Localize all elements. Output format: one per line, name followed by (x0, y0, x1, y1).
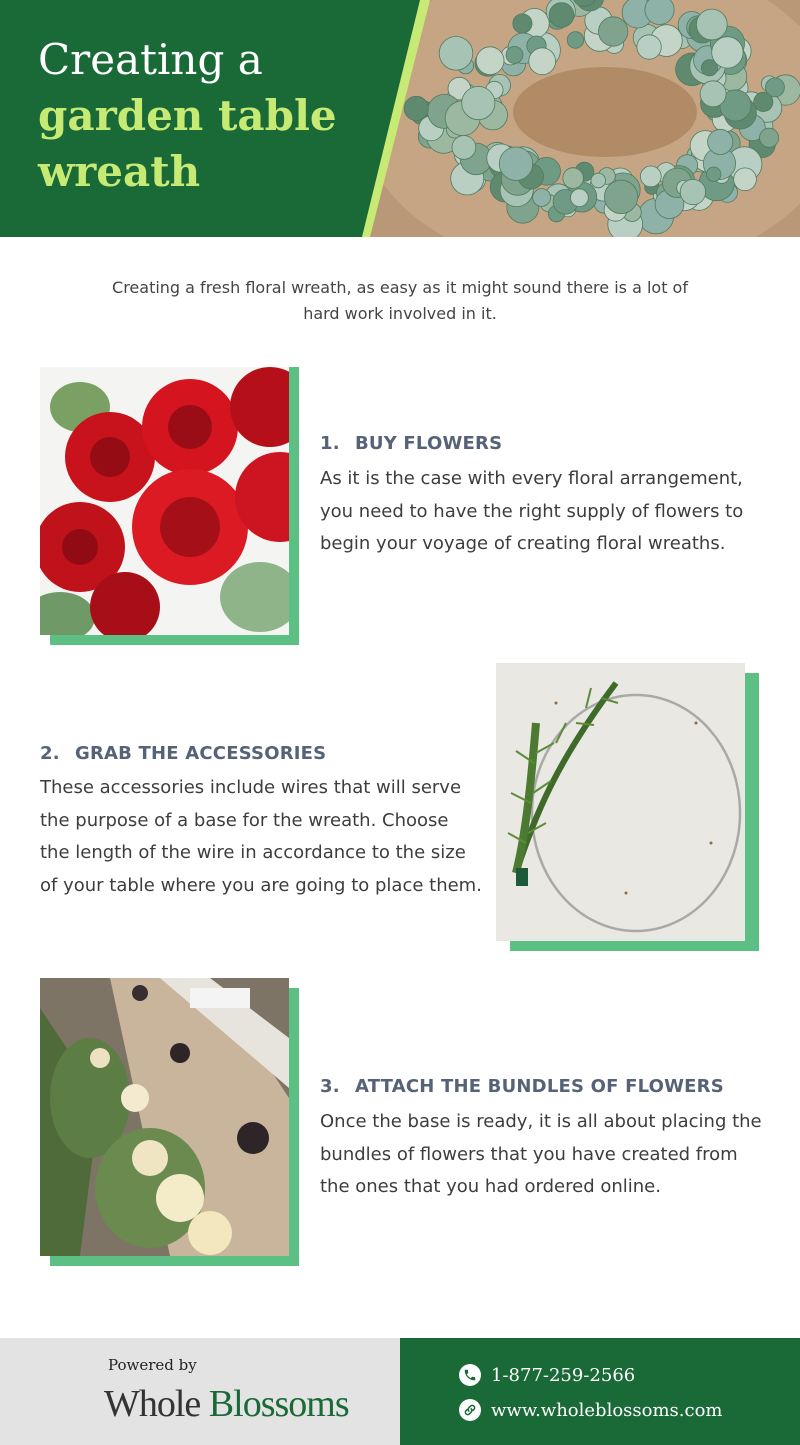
title-line-2: garden table (38, 91, 337, 140)
website-contact[interactable] (459, 1399, 723, 1421)
phone-icon (459, 1364, 481, 1386)
step-2-number: 2. (40, 743, 60, 764)
intro-text: Creating a fresh floral wreath, as easy as it might sound there is a lot of hard work involved in it. (112, 278, 688, 323)
step-1-number: 1. (320, 433, 340, 454)
website-url[interactable]: www.wholeblossoms.com (491, 1399, 723, 1421)
step-2-photo (496, 663, 759, 951)
step-2-text: These accessories include wires that will serve the purpose of a base for the wreath. Choose the length of the wire in accordance to the size of your table where you are going to place them. (40, 777, 482, 896)
logo-word-2: Blossoms (208, 1383, 349, 1425)
step-1-title: BUY FLOWERS (355, 433, 503, 454)
title-line-1: Creating a (38, 35, 263, 84)
red-roses-image (40, 367, 289, 635)
page-title (38, 32, 337, 200)
header-banner (0, 0, 800, 237)
step-3-number: 3. (320, 1076, 340, 1097)
step-1-text: As it is the case with every floral arrangement, you need to have the right supply of flowers to begin your voyage of creating floral wreaths. (320, 468, 744, 554)
wire-and-rosemary-image (496, 663, 745, 941)
step-3-photo (40, 978, 299, 1266)
step-1-heading (320, 433, 502, 454)
step-2-title: GRAB THE ACCESSORIES (75, 743, 327, 764)
whole-blossoms-logo[interactable] (104, 1382, 349, 1426)
phone-number[interactable]: 1-877-259-2566 (491, 1364, 636, 1386)
link-icon (459, 1399, 481, 1421)
logo-word-1: Whole (104, 1383, 201, 1425)
table-flowers-image (40, 978, 289, 1256)
footer-right-panel (400, 1338, 800, 1445)
step-2-heading (40, 743, 326, 764)
phone-contact[interactable] (459, 1364, 635, 1386)
title-line-3: wreath (38, 147, 201, 196)
step-3-title: ATTACH THE BUNDLES OF FLOWERS (355, 1076, 724, 1097)
powered-by-label: Powered by (108, 1356, 197, 1374)
step-3-text: Once the base is ready, it is all about placing the bundles of flowers that you have created from the ones that you had ordered online. (320, 1111, 762, 1197)
step-3-heading (320, 1076, 724, 1097)
step-1-photo (40, 367, 299, 645)
